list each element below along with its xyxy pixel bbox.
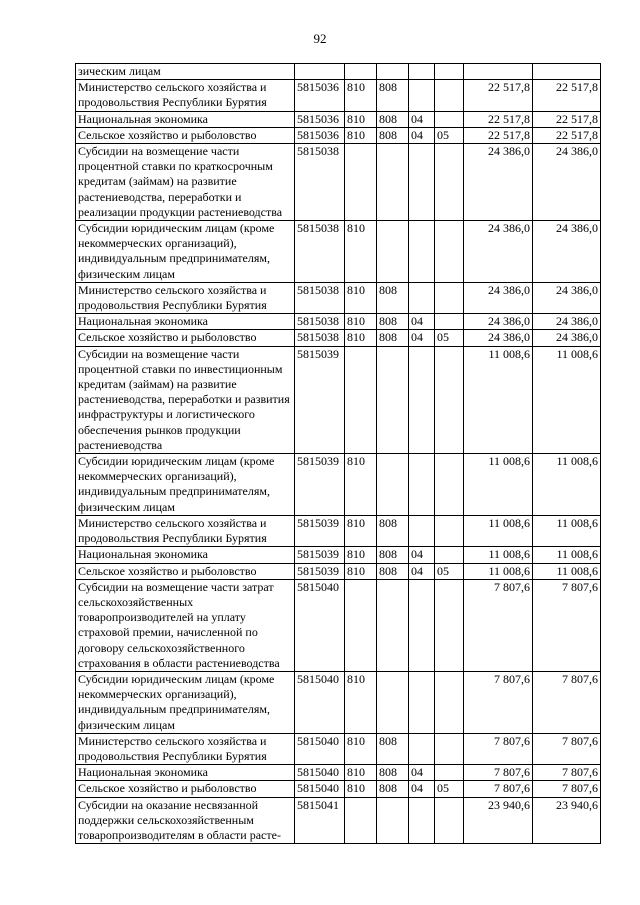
table-row: [76, 330, 601, 346]
section-cell: 04: [409, 111, 435, 127]
amount-cell-1: 7 807,6: [464, 765, 533, 781]
row-name-cell: Министерство сельского хозяйства и продовольствия Республики Бурятия: [76, 282, 295, 313]
expense-type-cell: [345, 797, 377, 844]
expense-type-cell: [345, 64, 377, 80]
row-name-cell: Национальная экономика: [76, 111, 295, 127]
ministry-code-cell: 808: [377, 765, 409, 781]
target-code-cell: 5815040: [295, 765, 345, 781]
amount-cell-1: 24 386,0: [464, 221, 533, 283]
amount-cell-2: 22 517,8: [533, 80, 601, 111]
target-code-cell: [295, 64, 345, 80]
table-row: [76, 314, 601, 330]
subsection-cell: [435, 64, 464, 80]
table-row: [76, 547, 601, 563]
ministry-code-cell: 808: [377, 781, 409, 797]
subsection-cell: [435, 671, 464, 733]
subsection-cell: [435, 547, 464, 563]
section-cell: 04: [409, 547, 435, 563]
expense-type-cell: [345, 579, 377, 671]
section-cell: [409, 282, 435, 313]
row-name-cell: Сельское хозяйство и рыболовство: [76, 330, 295, 346]
expense-type-cell: 810: [345, 547, 377, 563]
subsection-cell: [435, 454, 464, 516]
ministry-code-cell: 808: [377, 330, 409, 346]
amount-cell-2: 11 008,6: [533, 563, 601, 579]
target-code-cell: 5815038: [295, 330, 345, 346]
amount-cell-2: 7 807,6: [533, 733, 601, 764]
row-name-cell: Сельское хозяйство и рыболовство: [76, 127, 295, 143]
section-cell: [409, 579, 435, 671]
amount-cell-2: 24 386,0: [533, 221, 601, 283]
target-code-cell: 5815036: [295, 127, 345, 143]
row-name-cell: Министерство сельского хозяйства и продовольствия Республики Бурятия: [76, 80, 295, 111]
row-name-cell: Субсидии юридическим лицам (кроме некоммерческих организаций), индивидуальным предпринимателям, физическим лицам: [76, 671, 295, 733]
row-name-cell: Сельское хозяйство и рыболовство: [76, 781, 295, 797]
amount-cell-2: 11 008,6: [533, 547, 601, 563]
amount-cell-1: 24 386,0: [464, 330, 533, 346]
target-code-cell: 5815038: [295, 314, 345, 330]
table-row: [76, 671, 601, 733]
expense-type-cell: [345, 346, 377, 453]
row-name-cell: Сельское хозяйство и рыболовство: [76, 563, 295, 579]
amount-cell-1: 7 807,6: [464, 733, 533, 764]
row-name-cell: Субсидии на возмещение части процентной ставки по краткосрочным кредитам (займам) на развитие растениеводства, переработки и реализации продукции растениеводства: [76, 144, 295, 221]
table-row: [76, 221, 601, 283]
target-code-cell: 5815039: [295, 547, 345, 563]
target-code-cell: 5815039: [295, 346, 345, 453]
expense-type-cell: 810: [345, 781, 377, 797]
expense-type-cell: 810: [345, 563, 377, 579]
expense-type-cell: 810: [345, 221, 377, 283]
row-name-cell: Субсидии на оказание несвязанной поддержки сельскохозяйственным товаропроизводителям в области расте-: [76, 797, 295, 844]
subsection-cell: [435, 765, 464, 781]
ministry-code-cell: 808: [377, 733, 409, 764]
expense-type-cell: 810: [345, 733, 377, 764]
amount-cell-2: 7 807,6: [533, 765, 601, 781]
subsection-cell: [435, 314, 464, 330]
ministry-code-cell: [377, 221, 409, 283]
amount-cell-2: 11 008,6: [533, 515, 601, 546]
amount-cell-2: 7 807,6: [533, 671, 601, 733]
ministry-code-cell: 808: [377, 80, 409, 111]
expense-type-cell: 810: [345, 282, 377, 313]
target-code-cell: 5815039: [295, 515, 345, 546]
amount-cell-1: 7 807,6: [464, 671, 533, 733]
subsection-cell: [435, 346, 464, 453]
section-cell: 04: [409, 765, 435, 781]
amount-cell-1: [464, 64, 533, 80]
ministry-code-cell: [377, 144, 409, 221]
row-name-cell: зическим лицам: [76, 64, 295, 80]
amount-cell-1: 24 386,0: [464, 314, 533, 330]
amount-cell-1: 7 807,6: [464, 781, 533, 797]
subsection-cell: [435, 515, 464, 546]
amount-cell-2: 24 386,0: [533, 144, 601, 221]
amount-cell-1: 11 008,6: [464, 454, 533, 516]
ministry-code-cell: 808: [377, 563, 409, 579]
row-name-cell: Национальная экономика: [76, 314, 295, 330]
amount-cell-1: 24 386,0: [464, 144, 533, 221]
target-code-cell: 5815040: [295, 579, 345, 671]
amount-cell-2: 7 807,6: [533, 781, 601, 797]
expense-type-cell: 810: [345, 127, 377, 143]
section-cell: [409, 346, 435, 453]
target-code-cell: 5815039: [295, 563, 345, 579]
row-name-cell: Субсидии юридическим лицам (кроме некоммерческих организаций), индивидуальным предпринимателям, физическим лицам: [76, 221, 295, 283]
row-name-cell: Субсидии на возмещение части затрат сельскохозяйственных товаропроизводителей на уплату страховой премии, начисленной по договору сельскохозяйственного страхования в области растениеводства: [76, 579, 295, 671]
amount-cell-2: [533, 64, 601, 80]
subsection-cell: [435, 282, 464, 313]
row-name-cell: Министерство сельского хозяйства и продовольствия Республики Бурятия: [76, 515, 295, 546]
row-name-cell: Субсидии юридическим лицам (кроме некоммерческих организаций), индивидуальным предпринимателям, физическим лицам: [76, 454, 295, 516]
target-code-cell: 5815038: [295, 144, 345, 221]
row-name-cell: Субсидии на возмещение части процентной ставки по инвестиционным кредитам (займам) на развитие растениеводства, переработки и развития инфраструктуры и логистического обеспечения рынков продукции растениеводства: [76, 346, 295, 453]
subsection-cell: 05: [435, 781, 464, 797]
section-cell: 04: [409, 127, 435, 143]
ministry-code-cell: 808: [377, 314, 409, 330]
amount-cell-2: 7 807,6: [533, 579, 601, 671]
amount-cell-1: 22 517,8: [464, 111, 533, 127]
section-cell: 04: [409, 781, 435, 797]
amount-cell-2: 24 386,0: [533, 314, 601, 330]
ministry-code-cell: [377, 346, 409, 453]
target-code-cell: 5815040: [295, 671, 345, 733]
ministry-code-cell: [377, 797, 409, 844]
section-cell: [409, 515, 435, 546]
row-name-cell: Министерство сельского хозяйства и продовольствия Республики Бурятия: [76, 733, 295, 764]
ministry-code-cell: 808: [377, 127, 409, 143]
section-cell: [409, 454, 435, 516]
table-row: [76, 80, 601, 111]
amount-cell-2: 24 386,0: [533, 282, 601, 313]
amount-cell-1: 23 940,6: [464, 797, 533, 844]
table-row: [76, 454, 601, 516]
section-cell: [409, 80, 435, 111]
subsection-cell: [435, 144, 464, 221]
target-code-cell: 5815036: [295, 80, 345, 111]
section-cell: 04: [409, 314, 435, 330]
amount-cell-2: 24 386,0: [533, 330, 601, 346]
amount-cell-1: 11 008,6: [464, 563, 533, 579]
amount-cell-1: 7 807,6: [464, 579, 533, 671]
table-row: [76, 797, 601, 844]
expense-type-cell: 810: [345, 454, 377, 516]
section-cell: 04: [409, 563, 435, 579]
ministry-code-cell: [377, 671, 409, 733]
table-row: [76, 144, 601, 221]
page-number: 92: [313, 31, 327, 46]
expense-type-cell: 810: [345, 111, 377, 127]
target-code-cell: 5815039: [295, 454, 345, 516]
section-cell: [409, 671, 435, 733]
target-code-cell: 5815038: [295, 282, 345, 313]
section-cell: [409, 221, 435, 283]
amount-cell-1: 22 517,8: [464, 127, 533, 143]
table-row: [76, 127, 601, 143]
table-row: [76, 111, 601, 127]
expense-type-cell: 810: [345, 671, 377, 733]
section-cell: [409, 144, 435, 221]
subsection-cell: 05: [435, 127, 464, 143]
subsection-cell: 05: [435, 563, 464, 579]
amount-cell-2: 22 517,8: [533, 111, 601, 127]
amount-cell-2: 11 008,6: [533, 346, 601, 453]
ministry-code-cell: 808: [377, 111, 409, 127]
expense-type-cell: 810: [345, 330, 377, 346]
amount-cell-1: 11 008,6: [464, 515, 533, 546]
section-cell: [409, 797, 435, 844]
amount-cell-1: 11 008,6: [464, 547, 533, 563]
budget-table-body: [76, 64, 601, 844]
subsection-cell: [435, 80, 464, 111]
subsection-cell: [435, 579, 464, 671]
expense-type-cell: 810: [345, 515, 377, 546]
subsection-cell: [435, 797, 464, 844]
amount-cell-1: 22 517,8: [464, 80, 533, 111]
amount-cell-1: 11 008,6: [464, 346, 533, 453]
table-row: [76, 579, 601, 671]
amount-cell-2: 11 008,6: [533, 454, 601, 516]
table-row: [76, 346, 601, 453]
subsection-cell: 05: [435, 330, 464, 346]
expense-type-cell: 810: [345, 314, 377, 330]
target-code-cell: 5815040: [295, 733, 345, 764]
amount-cell-2: 23 940,6: [533, 797, 601, 844]
target-code-cell: 5815041: [295, 797, 345, 844]
table-row: [76, 64, 601, 80]
table-row: [76, 733, 601, 764]
table-row: [76, 765, 601, 781]
amount-cell-1: 24 386,0: [464, 282, 533, 313]
row-name-cell: Национальная экономика: [76, 765, 295, 781]
subsection-cell: [435, 733, 464, 764]
ministry-code-cell: [377, 454, 409, 516]
ministry-code-cell: 808: [377, 282, 409, 313]
expense-type-cell: 810: [345, 80, 377, 111]
budget-table: [75, 63, 601, 844]
table-row: [76, 781, 601, 797]
target-code-cell: 5815038: [295, 221, 345, 283]
ministry-code-cell: [377, 64, 409, 80]
row-name-cell: Национальная экономика: [76, 547, 295, 563]
expense-type-cell: 810: [345, 765, 377, 781]
table-row: [76, 282, 601, 313]
target-code-cell: 5815036: [295, 111, 345, 127]
ministry-code-cell: [377, 579, 409, 671]
table-row: [76, 515, 601, 546]
subsection-cell: [435, 111, 464, 127]
section-cell: [409, 733, 435, 764]
section-cell: [409, 64, 435, 80]
target-code-cell: 5815040: [295, 781, 345, 797]
section-cell: 04: [409, 330, 435, 346]
ministry-code-cell: 808: [377, 547, 409, 563]
subsection-cell: [435, 221, 464, 283]
ministry-code-cell: 808: [377, 515, 409, 546]
expense-type-cell: [345, 144, 377, 221]
table-row: [76, 563, 601, 579]
amount-cell-2: 22 517,8: [533, 127, 601, 143]
